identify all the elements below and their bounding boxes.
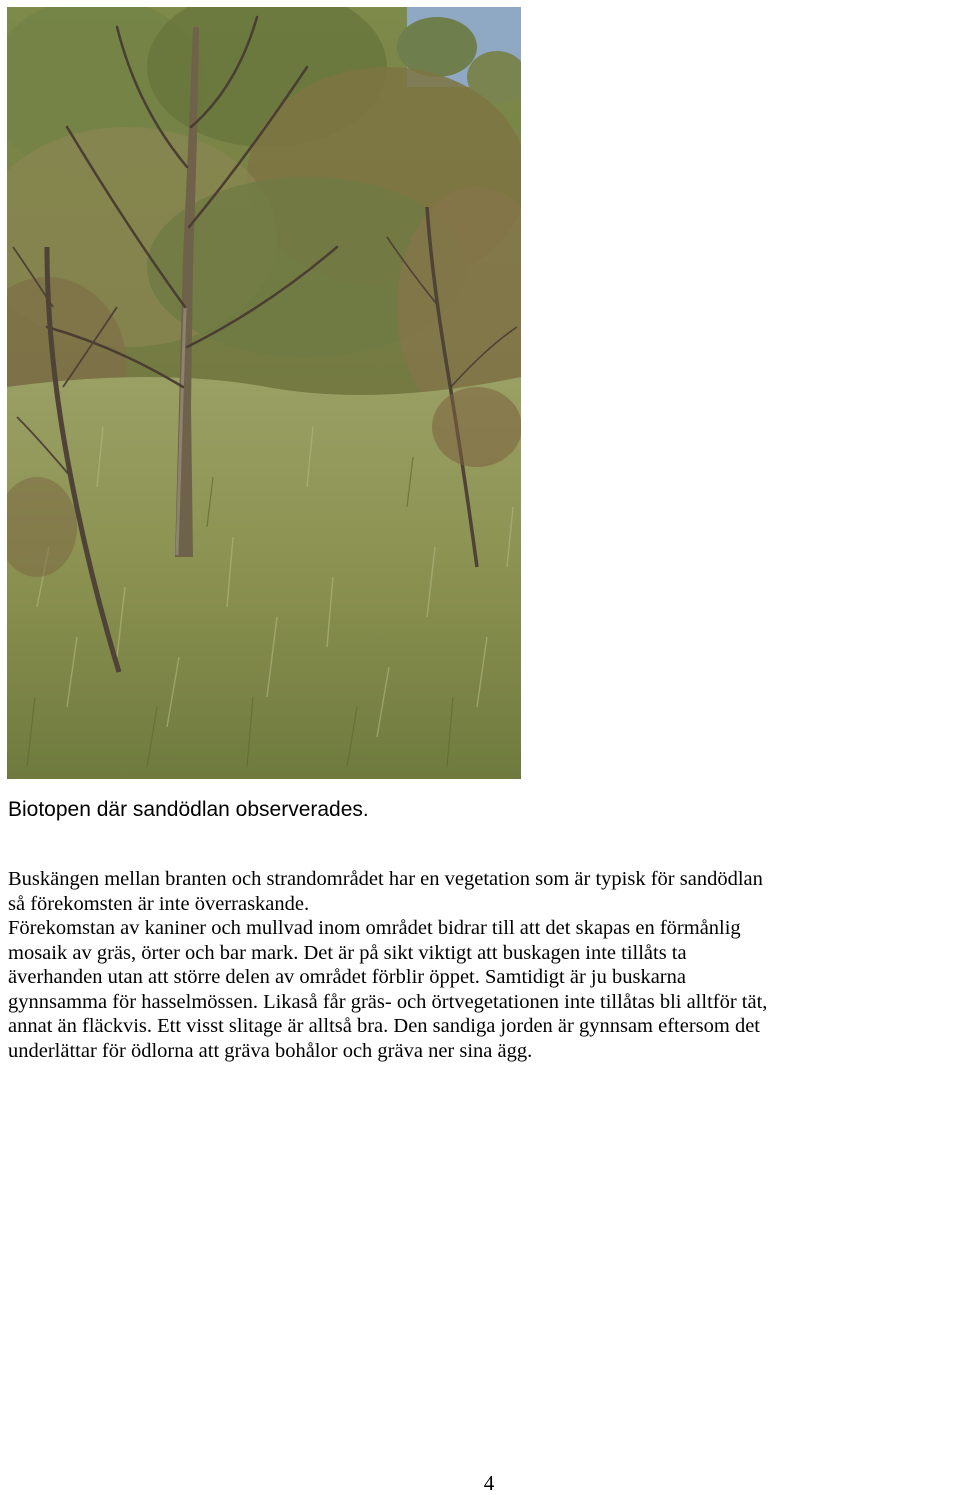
text-line: så förekomsten är inte överraskande. <box>8 892 310 915</box>
text-line: annat än fläckvis. Ett visst slitage är alltså bra. Den sandiga jorden är gynnsam eftersom det <box>8 1015 761 1037</box>
text-line: underlättar för ödlorna att gräva bohålor och gräva ner sina ägg. <box>8 1039 533 1062</box>
text-line: mosaik av gräs, örter och bar mark. Det är på sikt viktigt att buskagen inte tillåts ta <box>8 941 687 964</box>
text-line: Buskängen mellan branten och strandområdet har en vegetation som är typisk för sandödlan <box>8 868 763 890</box>
text-line: Förekomstan av kaniner och mullvad inom området bidrar till att det skapas en förmånlig <box>8 917 741 939</box>
text-line: äverhanden utan att större delen av området förblir öppet. Samtidigt är ju buskarna <box>8 966 686 988</box>
paragraph <box>8 867 958 916</box>
text-line: gynnsamma för hasselmössen. Likaså får gräs- och örtvegetationen inte tillåtas bli alltför tät, <box>8 990 768 1013</box>
paragraph <box>8 916 958 1063</box>
body-text <box>8 867 958 1063</box>
photo-caption: Biotopen där sandödlan observerades. <box>8 798 369 821</box>
tree-meadow-photo <box>7 7 521 779</box>
page-number: 4 <box>483 1471 495 1495</box>
